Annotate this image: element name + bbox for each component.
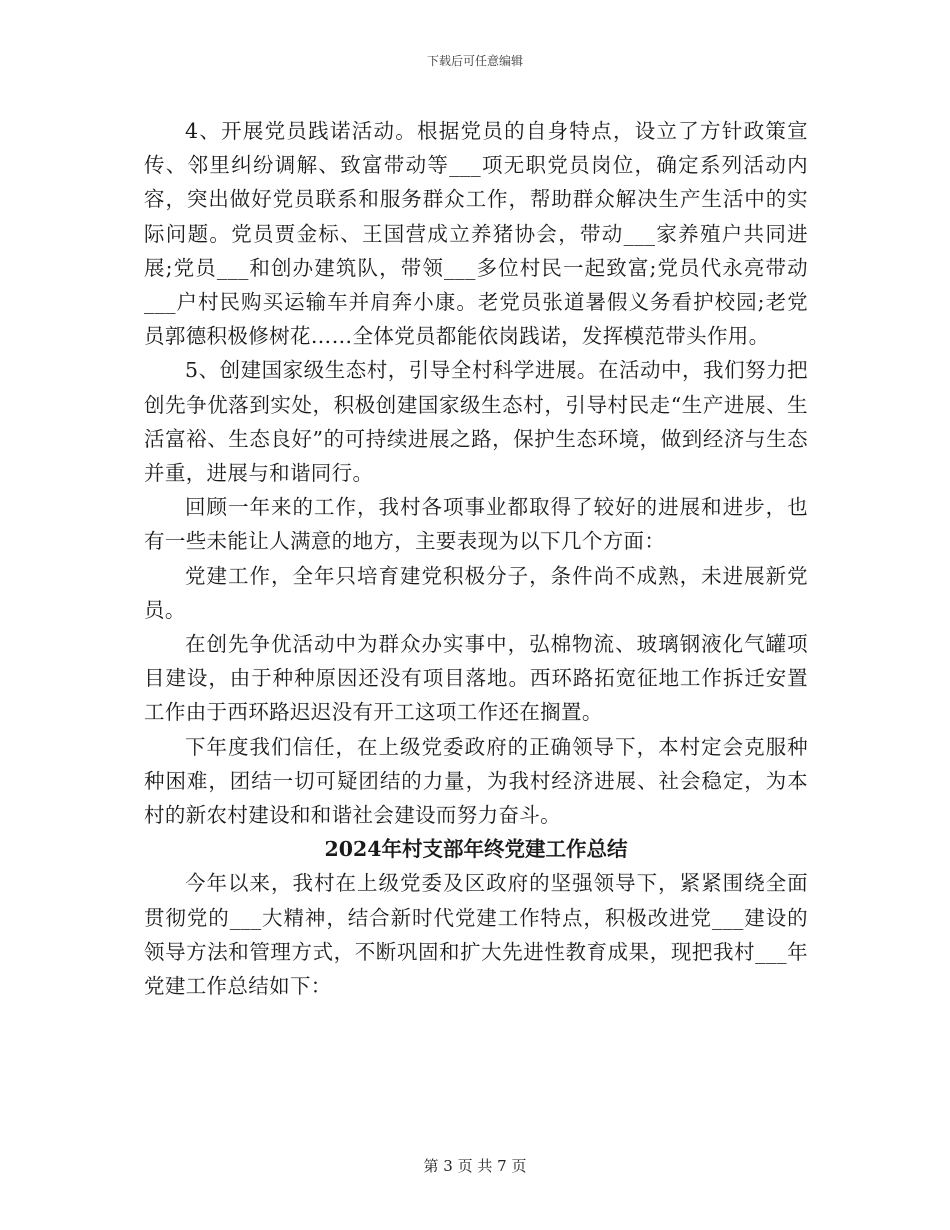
paragraph-activity-4: 4、开展党员践诺活动。根据党员的自身特点，设立了方针政策宣传、邻里纠纷调解、致富带动等___项无职党员岗位，确定系列活动内容，突出做好党员联系和服务群众工作，帮助群众解决生产生活中的实际问题。党员贾金标、王国营成立养猪协会，带动___家养殖户共同进展;党员___和创办建筑队，带领___多位村民一起致富;党员代永亮带动___户村民购买运输车并肩奔小康。老党员张道暑假义务看护校园;老党员郭德积极修树花……全体党员都能依岗践诺，发挥模范带头作用。 bbox=[144, 119, 808, 349]
paragraph-activity-5: 5、创建国家级生态村，引导全村科学进展。在活动中，我们努力把创先争优落到实处，积极创建国家级生态村，引导村民走“生产进展、生活富裕、生态良好”的可持续进展之路，保护生态环境，做到经济与生态并重，进展与和谐同行。 bbox=[144, 358, 808, 486]
section-title: 2024年村支部年终党建工作总结 bbox=[324, 837, 628, 862]
page-header: 下载后可任意编辑 bbox=[426, 54, 523, 68]
paragraph-next-year: 下年度我们信任，在上级党委政府的正确领导下，本村定会克服种种困难，团结一切可疑团结的力量，为我村经济进展、社会稳定，为本村的新农村建设和和谐社会建设而努力奋斗。 bbox=[144, 734, 808, 828]
paragraph-summary-intro: 今年以来，我村在上级党委及区政府的坚强领导下，紧紧围绕全面贯彻党的___大精神，结合新时代党建工作特点，积极改进党___建设的领导方法和管理方式，不断巩固和扩大先进性教育成果，现把我村___年党建工作总结如下： bbox=[144, 871, 808, 999]
paragraph-projects: 在创先争优活动中为群众办实事中，弘棉物流、玻璃钢液化气罐项目建设，由于种种原因还没有项目落地。西环路拓宽征地工作拆迁安置工作由于西环路迟迟没有开工这项工作还在搁置。 bbox=[144, 632, 808, 725]
paragraph-party-building: 党建工作，全年只培育建党积极分子，条件尚不成熟，未进展新党员。 bbox=[144, 563, 808, 622]
document-body bbox=[144, 114, 808, 1003]
page-footer: 第 3 页 共 7 页 bbox=[423, 1157, 527, 1175]
paragraph-review: 回顾一年来的工作，我村各项事业都取得了较好的进展和进步，也有一些未能让人满意的地方，主要表现为以下几个方面： bbox=[144, 495, 808, 554]
